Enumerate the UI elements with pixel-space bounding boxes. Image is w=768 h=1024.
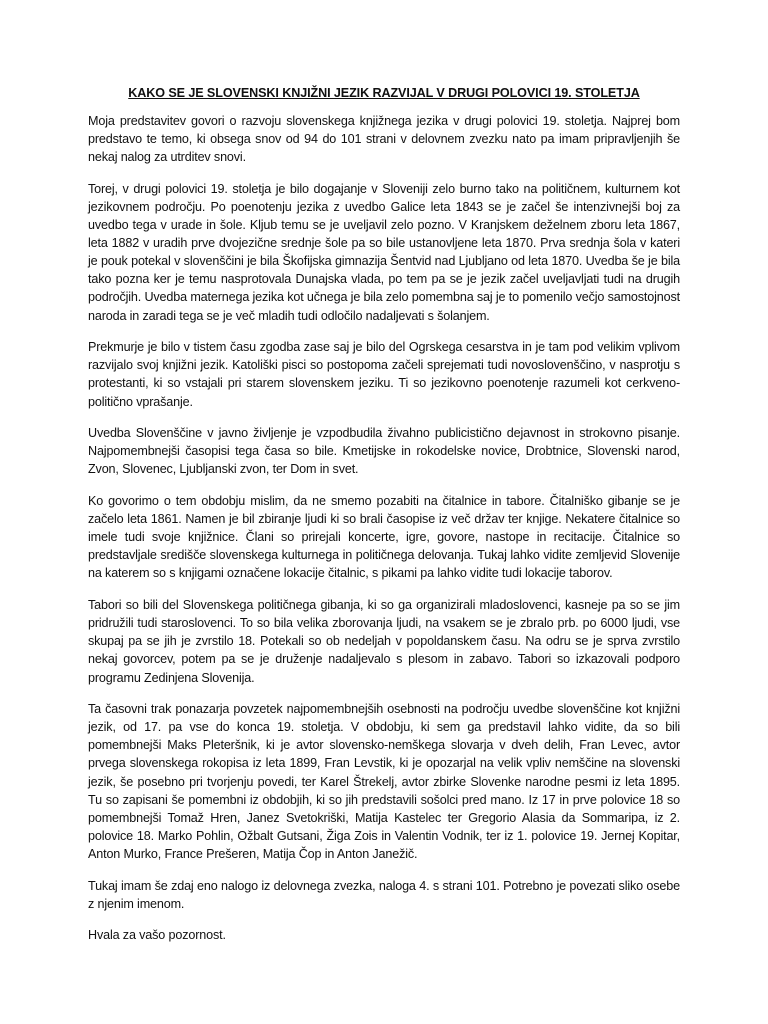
paragraph-timeline: Ta časovni trak ponazarja povzetek najpomembnejših osebnosti na področju uvedbe slovenščine kot knjižni jezik, od 17. pa vse do konca 19. stoletja. V obdobju, ki sem ga predstavil lahko vidite, da so bili pomembnejši Maks Pleteršnik, ki je avtor slovensko-nemškega slovarja v dveh delih, Fran Levec, avtor prvega slovenskega rokopisa iz leta 1899, Fran Levstik, ki je opozarjal na velik vpliv nemščine na slovenski jezik, še posebno pri tvorjenju povedi, ter Karel Štrekelj, avtor zbirke Slovenke narodne pesmi iz leta 1895. Tu so zapisani še pomembni iz obdobjih, ki so jih predstavili sošolci pred mano. Iz 17 in prve polovice 18 so pomembnejši Tomaž Hren, Janez Svetokriški, Matija Kastelec ter Gregorio Alasia da Sommaripa, iz 2. polovice 18. Marko Pohlin, Ožbalt Gutsani, Žiga Zois in Valentin Vodnik, ter iz 1. polovice 19. Jernej Kopitar, Anton Murko, France Prešeren, Matija Čop in Anton Janežič. [88,702,680,861]
paragraph-introduction: Moja predstavitev govori o razvoju slovenskega knjižnega jezika v drugi polovici 19. stoletja. Najprej bom predstavo te temo, ki obsega snov od 94 do 101 strani v delovnem zvezku nato pa imam pripravljenjih še nekaj nalog za utrditev snovi. [88,114,680,165]
paragraph-tabori: Tabori so bili del Slovenskega političnega gibanja, ki so ga organizirali mladoslovenci, kasneje pa so se jim pridružili tudi staroslovenci. To so bila velika zborovanja ljudi, na vsakem se je zbralo prb. po 6000 ljudi, vse skupaj pa se jih je zvrstilo 18. Potekali so ob nedeljah v popoldanskem času. Na odru se je sprva zvrstilo nekaj govorcev, potem pa se je druženje nadaljevalo s plesom in zabavo. Tabori so izkazovali podporo programu Zedinjena Slovenija. [88,598,680,685]
paragraph-political-situation: Torej, v drugi polovici 19. stoletja je bilo dogajanje v Sloveniji zelo burno tako na političnem, kulturnem kot jezikovnem področju. Po poenotenju jezika z uvedbo Galice leta 1843 se je začel še intenzivnejši boj za uvedbo tega v urade in šole. Kljub temu se je uveljavil zelo pozno. V Kranjskem deželnem zboru leta 1867, leta 1882 v uradih prve dvojezične srednje šole pa so bile ustanovljene leta 1870. Prva srednja šola v kateri je pouk potekal v slovenščini je bila Škofijska gimnazija Šentvid nad Ljubljano od leta 1870. Uvedba še je bila tako pozna ker je temu nasprotovala Dunajska vlada, po tem pa se je jezik začel uveljavljati tudi na drugih področjih. Uvedba maternega jezika kot učnega je bila zelo pomembna saj je to pomenilo večjo samostojnost naroda in zaradi tega se je več mladih tudi odločilo nadaljevati s šolanjem. [88,181,680,323]
paragraph-prekmurje: Prekmurje je bilo v tistem času zgodba zase saj je bilo del Ogrskega cesarstva in je tam pod velikim vplivom razvijalo svoj knjižni jezik. Katoliški pisci so postopoma začeli sprejemati tudi novoslovenščino, v nasprotju s protestanti, ki so vstajali pri starem slovenskem jeziku. Ti so jezikovno poenotenje razumeli kot cerkveno-politično vprašanje. [88,340,680,409]
paragraph-newspapers: Uvedba Slovenščine v javno življenje je vzpodbudila živahno publicistično dejavnost in strokovno pisanje. Najpomembnejši časopisi tega časa so bile. Kmetijske in rokodelske novice, Drobtnice, Slovenski narod, Zvon, Slovenec, Ljubljanski zvon, ter Dom in svet. [88,426,680,477]
paragraph-thanks: Hvala za vašo pozornost. [88,928,226,943]
document-title: KAKO SE JE SLOVENSKI KNJIŽNI JEZIK RAZVIJAL V DRUGI POLOVICI 19. STOLETJA [128,86,640,100]
paragraph-reading-rooms: Ko govorimo o tem obdobju mislim, da ne smemo pozabiti na čitalnice in tabore. Čitalniško gibanje se je začelo leta 1861. Namen je bil zbiranje ljudi ki so brali časopise iz več držav ter knjige. Nekatere čitalnice so imele tudi svoje knjižnice. Člani so prirejali koncerte, igre, govore, nastope in recitacije. Čitalnice so predstavljale središče slovenskega kulturnega in političnega delovanja. Tukaj lahko vidite zemljevid Slovenije na katerem so s knjigami označene lokacije čitalnic, s pikami pa lahko vidite tudi lokacije taborov. [88,494,680,581]
paragraph-task: Tukaj imam še zdaj eno nalogo iz delovnega zvezka, naloga 4. s strani 101. Potrebno je povezati sliko osebe z njenim imenom. [88,878,680,911]
document-page [88,85,680,958]
